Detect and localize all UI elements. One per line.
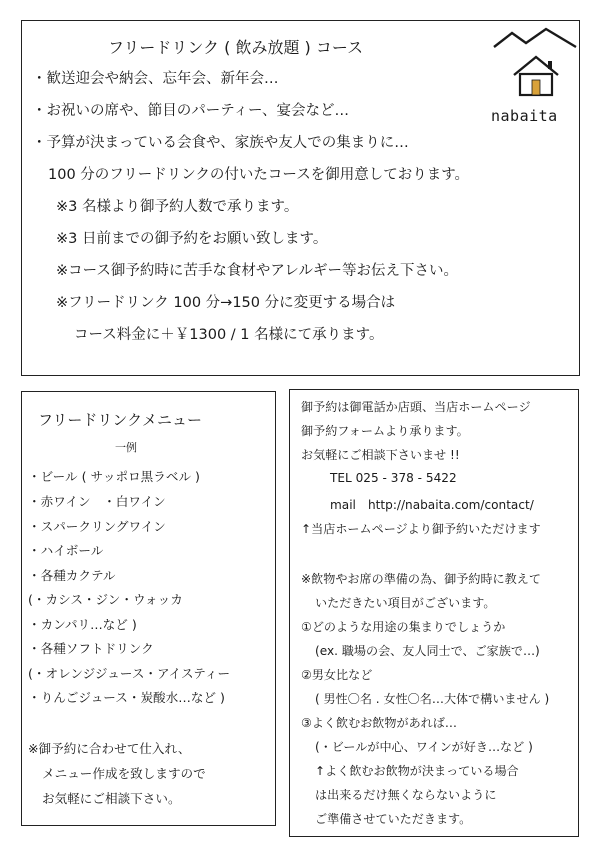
house-mountain-icon <box>490 25 578 105</box>
course-note: ※3 名様より御予約人数で承ります。 <box>56 199 299 215</box>
reservation-question: ②男女比など <box>301 668 373 682</box>
reservation-example: (・ビールが中心、ワインが好き…など ) <box>315 740 533 754</box>
reservation-line: 御予約フォームより承ります。 <box>301 424 469 438</box>
reservation-panel <box>289 389 579 837</box>
reservation-note: ↑よく飲むお飲物が決まっている場合 <box>315 764 519 778</box>
menu-title: フリードリンクメニュー <box>38 411 202 429</box>
menu-note: メニュー作成を致しますので <box>42 766 206 781</box>
course-title: フリードリンク ( 飲み放題 ) コース <box>108 38 364 57</box>
reservation-example: (ex. 職場の会、友人同士で、ご家族で…) <box>315 644 540 658</box>
menu-note: ※御予約に合わせて仕入れ、 <box>28 741 191 756</box>
course-note: コース料金に＋￥1300 / 1 名様にて承ります。 <box>74 327 384 343</box>
reservation-note: ご準備させていただきます。 <box>315 812 472 826</box>
reservation-line: 御予約は御電話か店頭、当店ホームページ <box>301 400 531 414</box>
drink-menu-panel <box>21 391 276 826</box>
reservation-example: ( 男性〇名 . 女性〇名…大体で構いません ) <box>315 692 550 706</box>
menu-item: ・各種カクテル <box>28 568 116 583</box>
course-line: 100 分のフリードリンクの付いたコースを御用意しております。 <box>48 167 470 183</box>
menu-item: (・カシス・ジン・ウォッカ <box>28 592 183 607</box>
course-note: ※コース御予約時に苦手な食材やアレルギー等お伝え下さい。 <box>56 263 458 279</box>
reservation-line: お気軽にご相談下さいませ !! <box>301 448 460 462</box>
reservation-note: いただきたい項目がございます。 <box>315 596 496 610</box>
menu-item: ・ビール ( サッポロ黒ラベル ) <box>28 469 200 484</box>
phone-number: TEL 025 - 378 - 5422 <box>330 471 457 485</box>
menu-item: ・カンパリ…など ) <box>28 617 137 632</box>
reservation-note: ※飲物やお席の準備の為、御予約時に教えて <box>301 572 541 586</box>
menu-item: (・オレンジジュース・アイスティー <box>28 666 231 681</box>
contact-url: mail http://nabaita.com/contact/ <box>330 498 534 512</box>
nabaita-logo <box>490 25 578 129</box>
course-line: ・お祝いの席や、節目のパーティー、宴会など… <box>32 103 349 119</box>
logo-wordmark: nabaita <box>491 107 558 125</box>
menu-item: ・ハイボール <box>28 543 104 558</box>
course-note: ※3 日前までの御予約をお願い致します。 <box>56 231 328 247</box>
reservation-question: ①どのような用途の集まりでしょうか <box>301 620 506 634</box>
reservation-question: ③よく飲むお飲物があれば… <box>301 716 457 730</box>
course-panel <box>21 20 580 376</box>
reservation-line: ↑当店ホームページより御予約いただけます <box>301 522 541 536</box>
menu-item: ・各種ソフトドリンク <box>28 641 154 656</box>
example-label: 一例 <box>115 441 137 454</box>
course-line: ・予算が決まっている会食や、家族や友人での集まりに… <box>32 135 409 151</box>
reservation-note: は出来るだけ無くならないように <box>315 788 497 802</box>
menu-note: お気軽にご相談下さい。 <box>42 791 181 806</box>
course-note: ※フリードリンク 100 分→150 分に変更する場合は <box>56 295 396 311</box>
menu-item: ・赤ワイン ・白ワイン <box>28 494 166 509</box>
menu-item: ・りんごジュース・炭酸水…など ) <box>28 690 225 705</box>
menu-item: ・スパークリングワイン <box>28 519 166 534</box>
course-line: ・歓送迎会や納会、忘年会、新年会… <box>32 71 279 87</box>
